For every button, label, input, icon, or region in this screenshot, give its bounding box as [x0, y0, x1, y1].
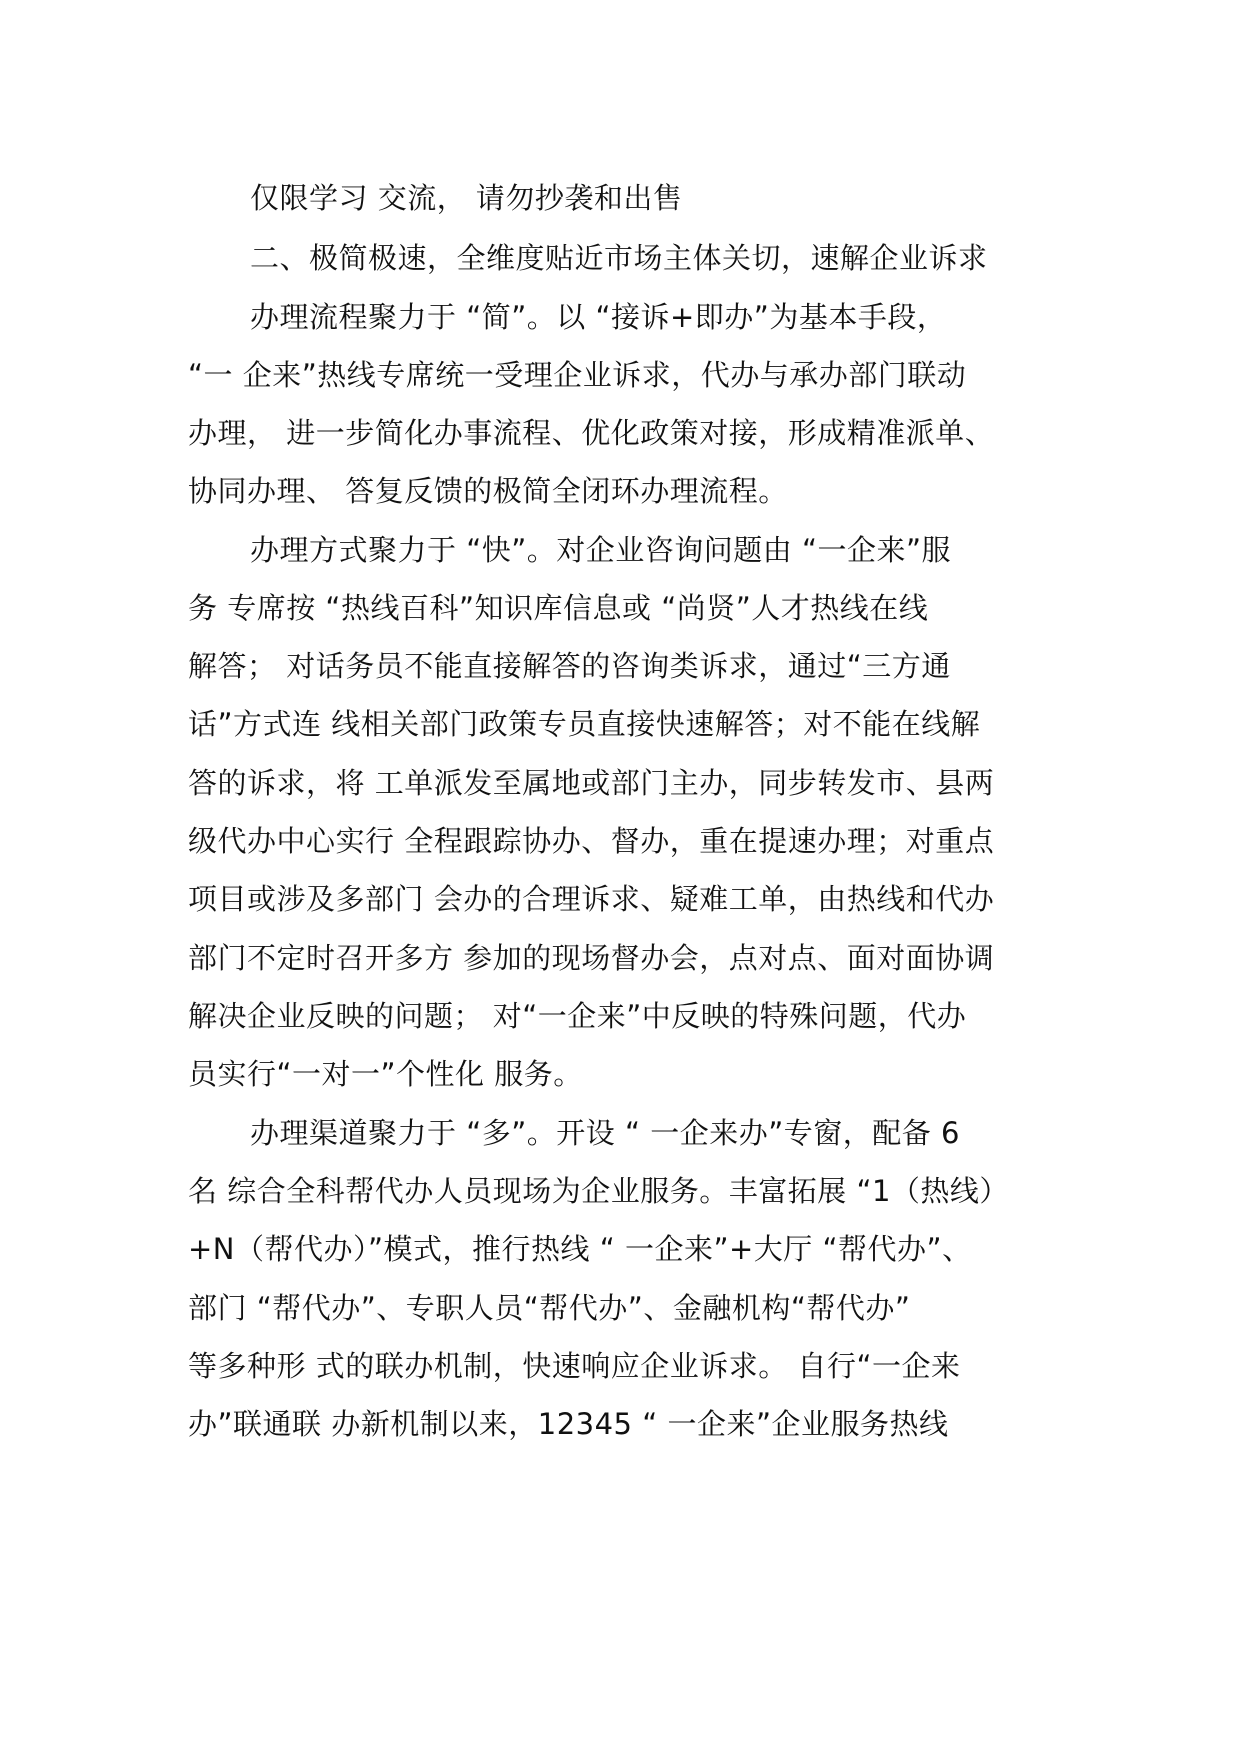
- watermark-notice-line: 仅限学习 交流， 请勿抄袭和出售: [250, 181, 683, 215]
- paragraph-line: 办理， 进一步简化办事流程、优化政策对接，形成精准派单、: [188, 416, 995, 450]
- paragraph-line: 办理渠道聚力于 “多”。开设 “ 一企来办”专窗，配备 6: [250, 1116, 960, 1150]
- section-heading: 二、极简极速，全维度贴近市场主体关切，速解企业诉求: [250, 241, 988, 275]
- paragraph-line: 等多种形 式的联办机制，快速响应企业诉求。 自行“一企来: [188, 1349, 961, 1383]
- paragraph-line: 解答； 对话务员不能直接解答的咨询类诉求，通过“三方通: [188, 649, 951, 683]
- paragraph-line: 部门 “帮代办”、专职人员“帮代办”、金融机构“帮代办”: [188, 1291, 911, 1325]
- paragraph-line: 解决企业反映的问题； 对“一企来”中反映的特殊问题，代办: [188, 999, 967, 1033]
- paragraph-line: 协同办理、 答复反馈的极简全闭环办理流程。: [188, 474, 788, 508]
- paragraph-line: 办理流程聚力于 “简”。以 “接诉+即办”为基本手段，: [250, 300, 947, 334]
- paragraph-line: 部门不定时召开多方 参加的现场督办会，点对点、面对面协调: [188, 941, 995, 975]
- paragraph-line: 项目或涉及多部门 会办的合理诉求、疑难工单，由热线和代办: [188, 882, 995, 916]
- paragraph-line: 话”方式连 线相关部门政策专员直接快速解答；对不能在线解: [188, 707, 981, 741]
- paragraph-line: +N（帮代办）”模式，推行热线 “ 一企来”+大厅 “帮代办”、: [188, 1232, 972, 1266]
- paragraph-line: 名 综合全科帮代办人员现场为企业服务。丰富拓展 “1（热线）: [188, 1174, 1009, 1208]
- paragraph-line: 级代办中心实行 全程跟踪协办、督办，重在提速办理；对重点: [188, 824, 995, 858]
- paragraph-line: 办”联通联 办新机制以来，12345 “ 一企来”企业服务热线: [188, 1407, 949, 1441]
- paragraph-line: 员实行“一对一”个性化 服务。: [188, 1057, 583, 1091]
- paragraph-line: 务 专席按 “热线百科”知识库信息或 “尚贤”人才热线在线: [188, 591, 929, 625]
- paragraph-line: “一 企来”热线专席统一受理企业诉求，代办与承办部门联动: [188, 358, 967, 392]
- paragraph-line: 办理方式聚力于 “快”。对企业咨询问题由 “一企来”服: [250, 533, 952, 567]
- paragraph-line: 答的诉求，将 工单派发至属地或部门主办，同步转发市、县两: [188, 766, 995, 800]
